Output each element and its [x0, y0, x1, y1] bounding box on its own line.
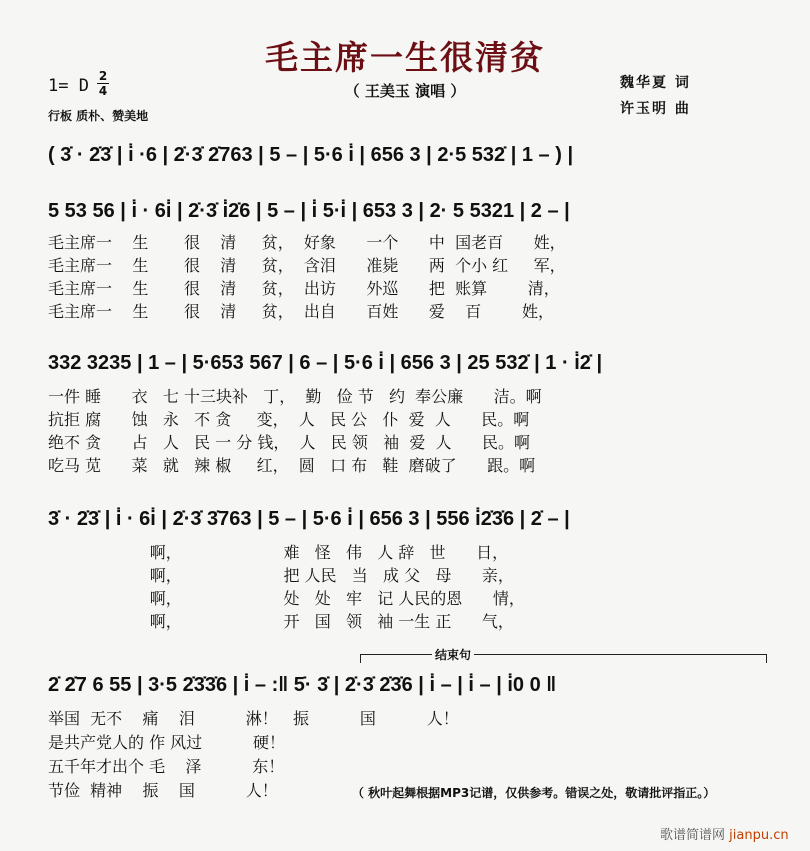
- lyric-verse-4: 啊， 开 国 领 袖 一生 正 气，: [48, 612, 514, 631]
- time-signature: [97, 70, 109, 97]
- watermark-url[interactable]: jianpu.cn: [729, 828, 789, 843]
- notation-line: 3̇ · 2̇3̇ | i̇ · 6i̇ | 2̇·3̇ 3̇763 | 5 – | 5·6 i̇ | 656 3 | 556 i̇2̇3̇6 | 2̇ – |: [48, 508, 570, 530]
- ending-label: 结束句: [432, 646, 474, 663]
- notation-line: 332 3235 | 1 – | 5·653 567 | 6 – | 5·6 i̇ | 656 3 | 25 532̇ | 1 · i̇2̇ |: [48, 352, 603, 374]
- time-bottom: 4: [98, 84, 108, 98]
- watermark[interactable]: [660, 824, 789, 843]
- lyric-verse-1: 一件 睡 衣 七 十三块补 丁， 勤 俭 节 约 奉公廉 洁。啊: [48, 387, 542, 406]
- lyric-verse-2: 是共产党人的 作 风过 硬！: [48, 733, 286, 752]
- notation-line: 5 53 56 | i̇ · 6i̇ | 2̇·3̇ i̇2̇6 | 5 – | i̇ 5·i̇ | 653 3 | 2· 5 5321 | 2 – |: [48, 200, 570, 222]
- song-title: 毛主席一生很清贫: [265, 38, 545, 77]
- lyric-verse-4: 节俭 精神 振 国 人！: [48, 781, 278, 800]
- key-signature: 1= D: [48, 76, 89, 96]
- time-top: 2: [98, 69, 108, 83]
- lyric-verse-4: 吃马 苋 菜 就 辣 椒 红， 圆 口 布 鞋 磨破了 跟。啊: [48, 456, 536, 475]
- lyric-verse-3: 啊， 处 处 牢 记 人民的恩 情，: [48, 589, 525, 608]
- watermark-site: 歌谱简谱网: [660, 828, 726, 843]
- lyric-verse-1: 啊， 难 怪 伟 人 辞 世 日，: [48, 543, 509, 562]
- lyric-verse-2: 啊， 把 人民 当 成 父 母 亲，: [48, 566, 514, 585]
- lyric-verse-1: 毛主席一 生 很 清 贫， 好象 一个 中 国老百 姓，: [48, 233, 566, 252]
- lyric-verse-1: 举国 无不 痛 泪 淋！ 振 国 人！: [48, 709, 459, 728]
- lyric-verse-3: 绝不 贪 占 人 民 一 分 钱， 人 民 领 袖 爱 人 民。啊: [48, 433, 531, 452]
- lyric-verse-3: 五千年才出个 毛 泽 东！: [48, 757, 285, 776]
- lyric-verse-2: 毛主席一 生 很 清 贫， 含泪 准毙 两 个小 红 军，: [48, 256, 566, 275]
- transcription-footnote: （ 秋叶起舞根据MP3记谱，仅供参考。错误之处，敬请批评指正。）: [352, 786, 716, 800]
- performer: （ 王美玉 演唱 ）: [344, 82, 466, 100]
- lyric-verse-3: 毛主席一 生 很 清 贫， 出访 外巡 把 账算 清，: [48, 279, 560, 298]
- lyricist: 魏华夏 词: [620, 75, 691, 91]
- notation-line: ( 3̇ · 2̇3̇ | i̇ ·6 | 2̇·3̇ 2̇763 | 5 – | 5·6 i̇ | 656 3 | 2·5 532̇ | 1 – ) |: [48, 144, 574, 166]
- lyric-verse-4: 毛主席一 生 很 清 贫， 出自 百姓 爱 百 姓，: [48, 302, 554, 321]
- composer: 许玉明 曲: [620, 101, 691, 117]
- tempo-marking: 行板 质朴、赞美地: [48, 109, 149, 123]
- ending-bracket: [360, 654, 767, 663]
- notation-line: 2̇ 2̇7 6 55 | 3·5 2̇3̇3̇6 | i̇ – :‖ 5̇· 3̇ | 2̇·3̇ 2̇3̇6 | i̇ – | i̇ – | i̇0 0 ‖: [48, 674, 557, 696]
- lyric-verse-2: 抗拒 腐 蚀 永 不 贪 变， 人 民 公 仆 爱 人 民。啊: [48, 410, 530, 429]
